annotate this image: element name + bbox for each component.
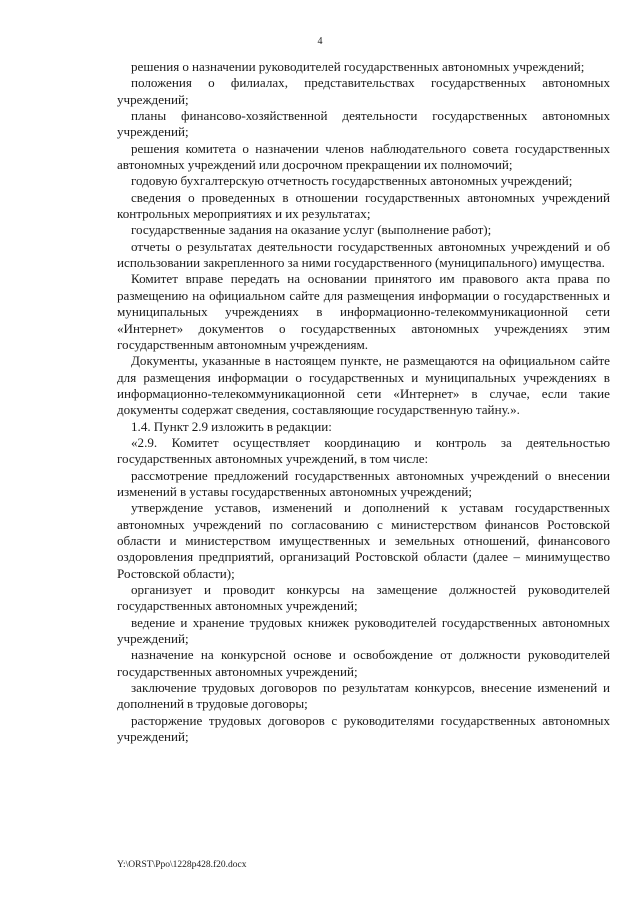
paragraph: положения о филиалах, представительствах государственных автономных учреждений; [117,75,610,107]
paragraph: решения комитета о назначении членов наблюдательного совета государственных автономных учреждений или досрочном прекращении их полномочий; [117,140,610,173]
document-body [117,59,610,745]
file-path-footer: Y:\ORST\Ppo\1228p428.f20.docx [117,860,247,870]
paragraph: годовую бухгалтерскую отчетность государственных автономных учреждений; [131,173,573,189]
paragraph: отчеты о результатах деятельности государственных автономных учреждений и об использовании закрепленного за ними государственного (муниципального) имущества. [117,238,610,271]
paragraph: Комитет вправе передать на основании принятого им правового акта права по размещению на официальном сайте для размещения информации о государственных и муниципальных учреждениях в информационно-телекоммуникационной сети «Интернет» документов о государственных автономных учреждениях этим государственным автономным учреждениям. [117,271,610,352]
paragraph: организует и проводит конкурсы на замещение должностей руководителей государственных автономных учреждений; [117,582,610,614]
paragraph: планы финансово-хозяйственной деятельности государственных автономных учреждений; [117,108,610,140]
paragraph: заключение трудовых договоров по результатам конкурсов, внесение изменений и дополнений в трудовые договоры; [117,680,610,712]
paragraph: 1.4. Пункт 2.9 изложить в редакции: [131,418,332,434]
paragraph: государственные задания на оказание услуг (выполнение работ); [131,222,492,238]
paragraph: утверждение уставов, изменений и дополнений к уставам государственных автономных учреждений по согласованию с министерством финансов Ростовской области и министерством имущественных и земельных отношений, финансового оздоровления предприятий, организаций Ростовской области (далее – минимущество Ростовской области); [117,500,610,581]
paragraph: «2.9. Комитет осуществляет координацию и контроль за деятельностью государственных автономных учреждений, в том числе: [117,434,610,467]
paragraph: сведения о проведенных в отношении государственных автономных учреждений контрольных мероприятиях и их результатах; [117,189,610,222]
paragraph: Документы, указанные в настоящем пункте, не размещаются на официальном сайте для размещения информации о государственных и муниципальных учреждениях в информационно-телекоммуникационной сети «Интернет» в случае, если такие документы содержат сведения, составляющие государственную тайну.». [117,353,610,418]
paragraph: расторжение трудовых договоров с руководителями государственных автономных учреждений; [117,712,610,745]
paragraph: решения о назначении руководителей государственных автономных учреждений; [131,59,585,74]
page-number: 4 [317,36,323,47]
paragraph: рассмотрение предложений государственных автономных учреждений о внесении изменений в уставы государственных автономных учреждений; [117,467,610,499]
paragraph: назначение на конкурсной основе и освобождение от должности руководителей государственных автономных учреждений; [117,647,610,679]
paragraph: ведение и хранение трудовых книжек руководителей государственных автономных учреждений; [117,614,610,647]
